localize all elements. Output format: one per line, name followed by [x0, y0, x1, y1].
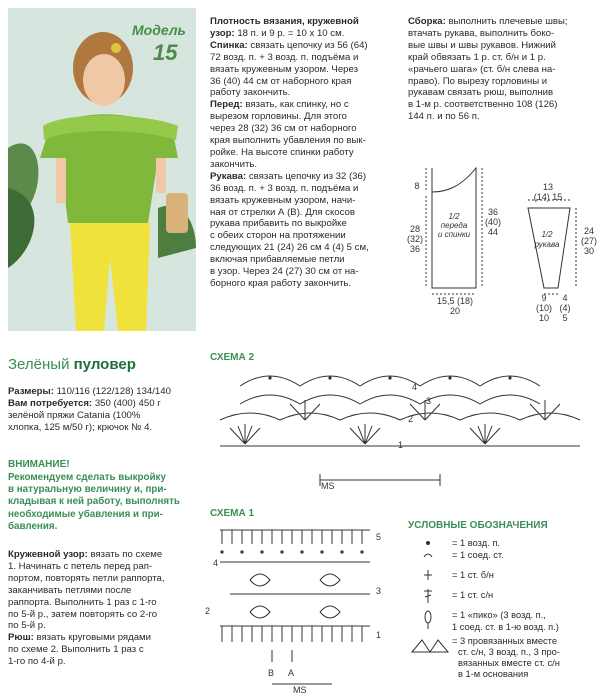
scheme2-row-4: 4 — [412, 382, 418, 392]
scheme1-row-1: 1 — [376, 630, 382, 640]
scheme2-row-2: 2 — [408, 414, 414, 424]
legend-cluster-4: в 1-м основания — [458, 669, 529, 679]
single-crochet-icon — [408, 568, 448, 587]
legend-chain: = 1 возд. п. — [452, 538, 500, 548]
dim-sleeve-top: 13 (14) 15 — [533, 182, 563, 202]
scheme1-title: СХЕМА 1 — [210, 508, 255, 519]
legend-single: = 1 ст. б/н — [452, 570, 494, 580]
dim-body-width: 15,5 (18) 20 — [436, 296, 474, 316]
double-crochet-icon — [408, 588, 448, 609]
scheme1-row-2: 2 — [205, 606, 211, 616]
lace-pattern-text: Кружевной узор: вязать по схеме 1. Начинать с петель перед рап- портом, повторять петли раппорта, заканчивать петлями после раппорта. Выполнить 1 раз с 1-го по 5-й р., затем повторять со 2-го по 5-й р. Рюш: вязать круговыми рядами по схеме 2. Выполнить 1 раз с 1-го по 4-й р. — [8, 549, 165, 668]
scheme1-row-3: 3 — [376, 586, 382, 596]
scheme2-repeat-label: MS — [321, 481, 335, 491]
legend-cluster-1: = 3 провязанных вместе — [452, 636, 557, 646]
scheme2-row-3: 3 — [426, 396, 432, 406]
picot-icon — [408, 608, 448, 635]
legend-cluster-2: ст. с/н, 3 возд. п., 3 про- — [458, 647, 560, 657]
dim-sleeve-bottom-b: 4 (4) 5 — [559, 293, 571, 323]
scheme2-title: СХЕМА 2 — [210, 352, 255, 363]
model-number: 15 — [153, 40, 178, 65]
legend-picot: = 1 «пико» (3 возд. п., — [452, 610, 546, 620]
scheme1-row-4: 4 — [213, 558, 219, 568]
scheme2-row-1: 1 — [398, 440, 404, 450]
instructions-middle: Плотность вязания, кружевной узор: 18 п. и 9 р. = 10 х 10 см. Спинка: связать цепочку из 56 (64) 72 возд. п. + 3 возд. п. подъёма и вязать кружевным узором. Через 36 (40) 44 см от наборного края работу закончить. Перед: вязать, как спинку, но с вырезом горловины. Для этого через 28 (32) 36 см от наборного края выполнить убавления по вык- ройке. На высоте спинки работу закончить. Рукава: связать цепочку из 32 (36) 36 возд. п. + 3 возд. п. подъёма и вязать кружевным узором, начи- ная от стрелки А (В). Для скосов рукава прибавить по выкройке с обеих сторон на протяжении следующих 21 (24) 26 см 4 (4) 5 см, включая прибавляемые петли в узор. Через 24 (27) 30 см от на- борного края работу закончить. — [210, 16, 369, 289]
scheme1-arrow-b: B — [268, 668, 275, 678]
assembly-text: Сборка: выполнить плечевые швы; втачать рукава, выполнить боко- вые швы и швы рукавов. Нижний край обвязать 1 р. ст. б/н и 1 р. «рачьего шага» (ст. б/н слева на- право). По вырезу горловины и рукавам связать рюш, выполнив в 1-м р. соответственно 108 (126) 144 п. и по 56 п. — [408, 16, 568, 123]
body-piece-label: 1/2 переда и спинки — [437, 212, 471, 239]
legend-double: = 1 ст. с/н — [452, 590, 494, 600]
dim-front-height: 28 (32) 36 — [406, 224, 423, 254]
slip-stitch-icon — [408, 548, 448, 567]
sizes-block: Размеры: 110/116 (122/128) 134/140 Вам потребуется: 350 (400) 450 г зелёной пряжи Catania (100% хлопка, 125 м/50 г); крючок № 4. — [8, 386, 171, 433]
legend-heading: УСЛОВНЫЕ ОБОЗНАЧЕНИЯ — [408, 520, 548, 531]
warning-heading: ВНИМАНИЕ! — [8, 459, 70, 470]
cluster-icon — [408, 634, 452, 661]
legend-cluster-3: вязанных вместе ст. с/н — [458, 658, 560, 668]
page-title: Зелёный пуловер — [8, 356, 136, 373]
dim-sleeve-height: 24 (27) 30 — [580, 226, 597, 256]
dim-sleeve-bottom-a: 9 (10) 10 — [536, 293, 553, 323]
scheme1-repeat-label: MS — [293, 685, 307, 695]
warning-text: Рекомендуем сделать выкройку в натуральную величину и, при- кладывая к ней работу, выполнять необходимые убавления и при- бавления. — [8, 472, 180, 532]
legend-slip: = 1 соед. ст. — [452, 550, 504, 560]
scheme1-row-5: 5 — [376, 532, 382, 542]
dim-neck-depth: 8 — [414, 181, 420, 191]
legend-picot-2: 1 соед. ст. в 1-ю возд. п.) — [452, 622, 559, 632]
scheme1-chart — [210, 522, 400, 698]
scheme2-chart — [210, 364, 600, 492]
sleeve-piece-label: 1/2 рукава — [534, 230, 560, 249]
scheme1-arrow-a: A — [288, 668, 295, 678]
dim-back-height: 36 (40) 44 — [484, 207, 501, 237]
model-label: Модель — [132, 22, 186, 38]
